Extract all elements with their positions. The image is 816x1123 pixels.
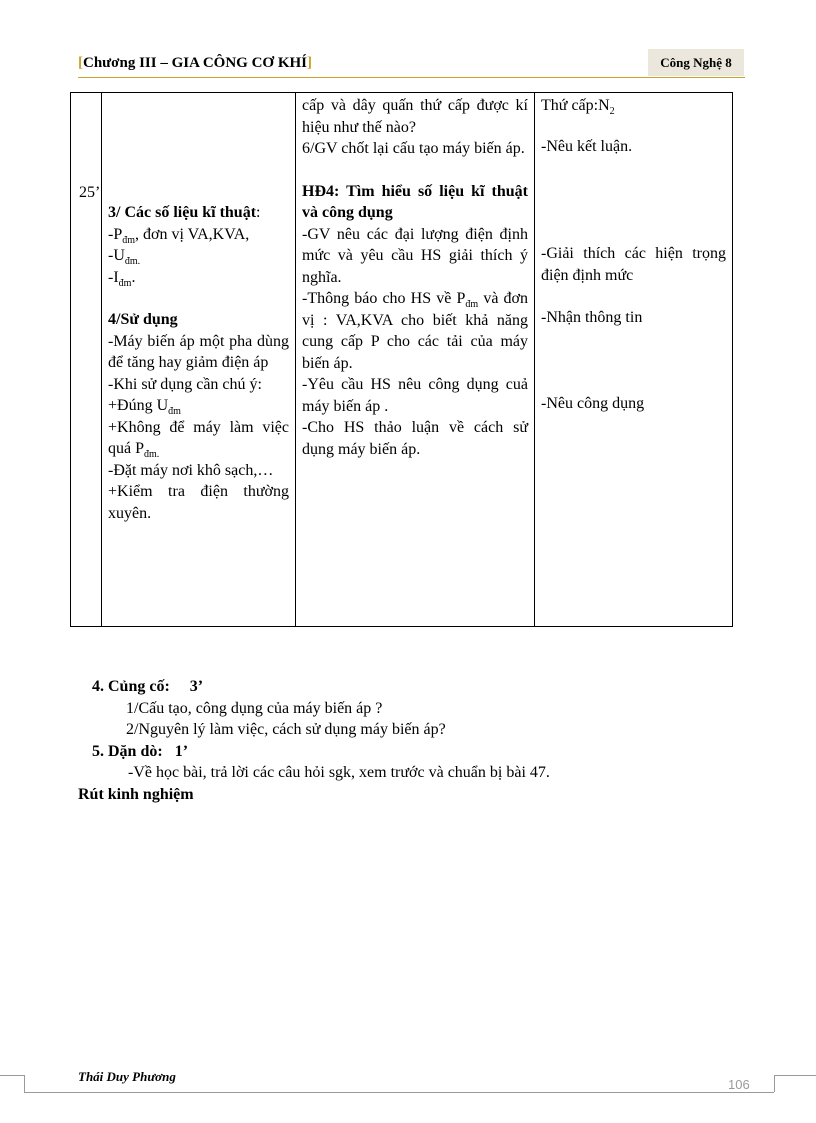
activity-text: -GV nêu các đại lượng điện định mức và yêu cầu HS giải thích ý nghĩa. bbox=[302, 225, 528, 286]
section3-title: 3/ Các số liệu kĩ thuật bbox=[108, 204, 257, 221]
use-item: +Kiểm tra điện thường xuyên. bbox=[108, 483, 289, 522]
footer-rule-right bbox=[774, 1075, 816, 1076]
experience-heading: Rút kinh nghiệm bbox=[78, 785, 194, 803]
table-row bbox=[71, 93, 733, 627]
footer-rule-left-vertical bbox=[24, 1075, 25, 1092]
use-item: -Máy biến áp một pha dùng để tăng hay giảm điện áp bbox=[108, 332, 289, 371]
hd4-title: HĐ4: Tìm hiểu số liệu kĩ thuật và công dụng bbox=[302, 182, 528, 221]
student-cell bbox=[535, 93, 733, 627]
footer-rule-right-vertical bbox=[774, 1075, 775, 1092]
footer-rule bbox=[24, 1092, 774, 1093]
activity-text: 6/GV chốt lại cấu tạo máy biến áp. bbox=[302, 140, 525, 157]
homework-text: -Về học bài, trả lời các câu hỏi sgk, xem trước và chuẩn bị bài 47. bbox=[128, 764, 550, 781]
use-item: -Đặt máy nơi khô sạch,… bbox=[108, 461, 274, 479]
time-cell bbox=[71, 93, 102, 627]
content-cell: 3/ Các số liệu kĩ thuật: $-P_{đm}$, đơn vị VA,KVA, $-U_{đm.}$ $-I_{đm}$. 4/Sử dụng -Máy biến áp một pha dùng để tăng hay giảm điện áp -Khi sử dụng cần chú ý: +Đúng $U_{đm}$ +Không để máy làm việc quá $P_{đm.}$ -Đặt máy nơi khô sạch,… +Kiểm tra điện thường xuyên. bbox=[102, 93, 296, 627]
author-name: Thái Duy Phương bbox=[78, 1069, 176, 1084]
activity-text: cấp và dây quấn thứ cấp được kí hiệu như thế nào? bbox=[302, 97, 528, 136]
spec-u: $-U_{đm.}$ bbox=[108, 247, 141, 268]
student-text: -Giải thích các hiện trọng điện định mức bbox=[541, 245, 726, 284]
student-text: Thứ $cấp:N_2$ bbox=[541, 97, 615, 118]
lesson-conclusion bbox=[78, 676, 738, 805]
time-label: 25’ bbox=[79, 184, 101, 201]
use-item: +Đúng $U_{đm}$ bbox=[108, 397, 181, 418]
spec-p: $-P_{đm}$, đơn vị VA,KVA, bbox=[108, 225, 250, 246]
consolidation-question: 2/Nguyên lý làm việc, cách sử dụng máy biến áp? bbox=[126, 721, 446, 738]
chapter-title: Chương III – GIA CÔNG CƠ KHÍ bbox=[83, 55, 308, 71]
consolidation-heading: 4. Củng cố: 3’ bbox=[92, 678, 204, 695]
use-item: -Khi sử dụng cần chú ý: bbox=[108, 375, 262, 393]
activity-text: -Thông báo cho HS về $P_{đm}$ và đơn vị : VA,KVA cho biết khả năng cung cấp P cho các tải của máy biến áp. bbox=[302, 290, 529, 372]
homework-heading: 5. Dặn dò: 1’ bbox=[92, 742, 189, 760]
lesson-table bbox=[70, 92, 733, 627]
page-number: 106 bbox=[728, 1077, 750, 1092]
consolidation-question: 1/Cấu tạo, công dụng của máy biến áp ? bbox=[126, 699, 383, 717]
student-text: -Nêu kết luận. bbox=[541, 137, 633, 155]
activity-text: -Yêu cầu HS nêu công dụng cuả máy biến áp . bbox=[302, 376, 528, 415]
activity-text: -Cho HS thảo luận về cách sử dụng máy biến áp. bbox=[302, 419, 528, 458]
student-text: -Nhận thông tin bbox=[541, 309, 643, 326]
subject-label: Công Nghệ 8 bbox=[648, 49, 744, 76]
activity-cell bbox=[296, 93, 535, 627]
use-item: +Không để máy làm việc quá $P_{đm.}$ bbox=[108, 418, 289, 461]
student-text: -Nêu công dụng bbox=[541, 394, 645, 412]
footer-rule-left bbox=[0, 1075, 24, 1076]
header-divider bbox=[78, 77, 745, 78]
spec-i: $-I_{đm}$. bbox=[108, 268, 136, 289]
section4-title: 4/Sử dụng bbox=[108, 311, 178, 328]
chapter-header: [Chương III – GIA CÔNG CƠ KHÍ] bbox=[78, 55, 313, 71]
